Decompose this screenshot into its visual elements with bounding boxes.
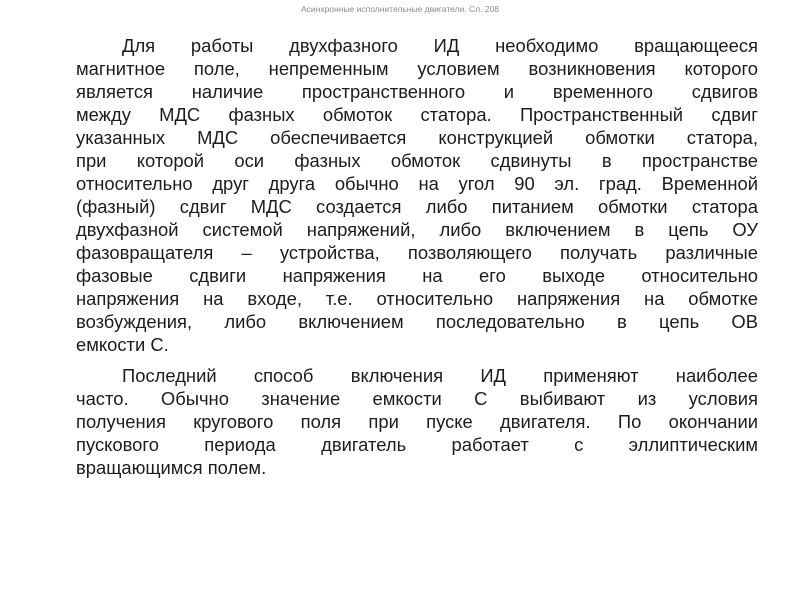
- paragraph-line: фазовые сдвиги напряжения на его выходе относительно: [76, 265, 758, 286]
- paragraph-line: (фазный) сдвиг МДС создается либо питанием обмотки статора: [76, 196, 758, 217]
- paragraph-2: [76, 364, 758, 479]
- paragraph-line: магнитное поле, непременным условием возникновения которого: [76, 58, 758, 79]
- paragraph-line: емкости С.: [76, 334, 169, 355]
- slide-body: [76, 34, 758, 479]
- paragraph-line: между МДС фазных обмоток статора. Пространственный сдвиг: [76, 104, 758, 125]
- slide-header: Асинхронные исполнительные двигатели. Сл. 208: [300, 4, 500, 14]
- paragraph-line: фазовращателя – устройства, позволяющего получать различные: [76, 242, 758, 263]
- paragraph-line: получения кругового поля при пуске двигателя. По окончании: [76, 411, 758, 432]
- paragraph-line: двухфазной системой напряжений, либо включением в цепь ОУ: [76, 219, 758, 240]
- paragraph-line: указанных МДС обеспечивается конструкцией обмотки статора,: [76, 127, 758, 148]
- paragraph-line: Для работы двухфазного ИД необходимо вращающееся: [122, 35, 758, 56]
- paragraph-line: является наличие пространственного и временного сдвигов: [76, 81, 758, 102]
- paragraph-line: вращающимся полем.: [76, 457, 267, 478]
- paragraph-line: напряжения на входе, т.е. относительно напряжения на обмотке: [76, 288, 758, 309]
- paragraph-line: относительно друг друга обычно на угол 90 эл. град. Временной: [76, 173, 758, 194]
- paragraph-line: пускового периода двигатель работает с эллиптическим: [76, 434, 758, 455]
- paragraph-1: [76, 34, 758, 356]
- paragraph-line: возбуждения, либо включением последовательно в цепь ОВ: [76, 311, 758, 332]
- paragraph-line: часто. Обычно значение емкости С выбивают из условия: [76, 388, 758, 409]
- paragraph-line: при которой оси фазных обмоток сдвинуты в пространстве: [76, 150, 758, 171]
- paragraph-line: Последний способ включения ИД применяют наиболее: [122, 365, 758, 386]
